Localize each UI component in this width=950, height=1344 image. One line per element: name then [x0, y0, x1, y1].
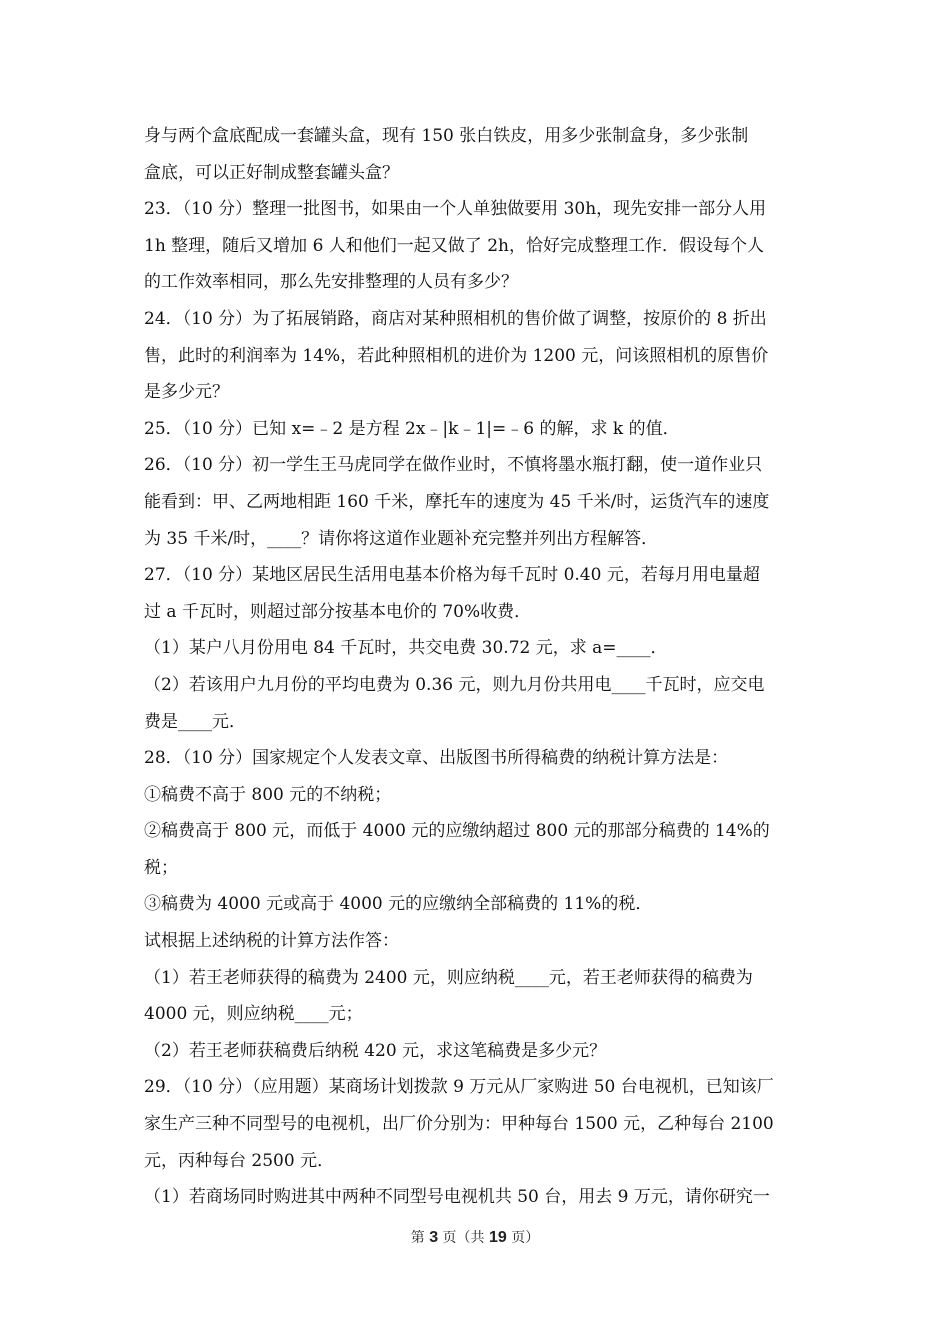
text-line: 试根据上述纳税的计算方法作答：	[144, 931, 399, 952]
question-27-line: 27．（10 分）某地区居民生活用电基本价格为每千瓦时 0.40 元，若每月用电量超	[144, 565, 760, 586]
text-line: （1）若商场同时购进其中两种不同型号电视机共 50 台，用去 9 万元，请你研究一	[144, 1187, 770, 1208]
question-29-line: 29．（10 分）（应用题）某商场计划拨款 9 万元从厂家购进 50 台电视机，已知该厂	[144, 1077, 774, 1098]
text-line: ③稿费为 4000 元或高于 4000 元的应缴纳全部稿费的 11%的税．	[144, 894, 653, 915]
page-footer	[0, 1227, 950, 1247]
question-26-line: 26．（10 分）初一学生王马虎同学在做作业时，不慎将墨水瓶打翻，使一道作业只	[144, 455, 763, 476]
footer-suffix: 页）	[511, 1230, 540, 1246]
text-line: ②稿费高于 800 元，而低于 4000 元的应缴纳超过 800 元的那部分稿费的 14%的	[144, 821, 770, 842]
footer-page-number: 3	[429, 1229, 439, 1246]
page-body	[144, 118, 808, 1216]
text-line: 家生产三种不同型号的电视机，出厂价分别为：甲种每台 1500 元，乙种每台 2100	[144, 1114, 774, 1135]
text-line: （2）若该用户九月份的平均电费为 0.36 元，则九月份共用电____千瓦时，应交电	[144, 674, 765, 695]
question-28-line: 28．（10 分）国家规定个人发表文章、出版图书所得稿费的纳税计算方法是：	[144, 748, 729, 769]
text-line: （1）某户八月份用电 84 千瓦时，共交电费 30.72 元，求 a=____．	[144, 638, 668, 659]
text-line: （2）若王老师获稿费后纳税 420 元，求这笔稿费是多少元？	[144, 1040, 607, 1061]
footer-middle: 页（共	[442, 1230, 485, 1246]
footer-prefix: 第	[410, 1230, 425, 1246]
text-line: 身与两个盒底配成一套罐头盒，现有 150 张白铁皮，用多少张制盒身，多少张制	[144, 126, 749, 146]
text-line: 为 35 千米/时，____？请你将这道作业题补充完整并列出方程解答．	[144, 528, 659, 549]
text-line: 过 a 千瓦时，则超过部分按基本电价的 70%收费．	[144, 601, 532, 622]
text-line: 税；	[144, 857, 178, 878]
text-line: 4000 元，则应纳税____元；	[144, 1004, 363, 1025]
text-line: 的工作效率相同，那么先安排整理的人员有多少？	[144, 272, 518, 293]
text-line: 是多少元？	[144, 382, 229, 403]
question-25-line: 25．（10 分）已知 x=﹣2 是方程 2x﹣|k﹣1|=﹣6 的解，求 k 的值．	[144, 418, 680, 439]
text-line: 1h 整理，随后又增加 6 人和他们一起又做了 2h，恰好完成整理工作．假设每个人	[144, 235, 764, 256]
text-line: 盒底，可以正好制成整套罐头盒？	[144, 162, 399, 183]
text-line: ①稿费不高于 800 元的不纳税；	[144, 784, 392, 805]
text-line: （1）若王老师获得的稿费为 2400 元，则应纳税____元，若王老师获得的稿费为	[144, 967, 753, 988]
text-line: 费是____元．	[144, 711, 246, 732]
text-line: 能看到：甲、乙两地相距 160 千米，摩托车的速度为 45 千米/时，运货汽车的速度	[144, 491, 770, 512]
text-line: 元，丙种每台 2500 元．	[144, 1150, 335, 1171]
text-line: 售，此时的利润率为 14%，若此种照相机的进价为 1200 元，问该照相机的原售价	[144, 345, 769, 366]
footer-total-pages: 19	[489, 1229, 507, 1246]
question-24-line: 24．（10 分）为了拓展销路，商店对某种照相机的售价做了调整，按原价的 8 折出	[144, 308, 767, 329]
question-23-line: 23．（10 分）整理一批图书，如果由一个人单独做要用 30h，现先安排一部分人用	[144, 199, 767, 220]
